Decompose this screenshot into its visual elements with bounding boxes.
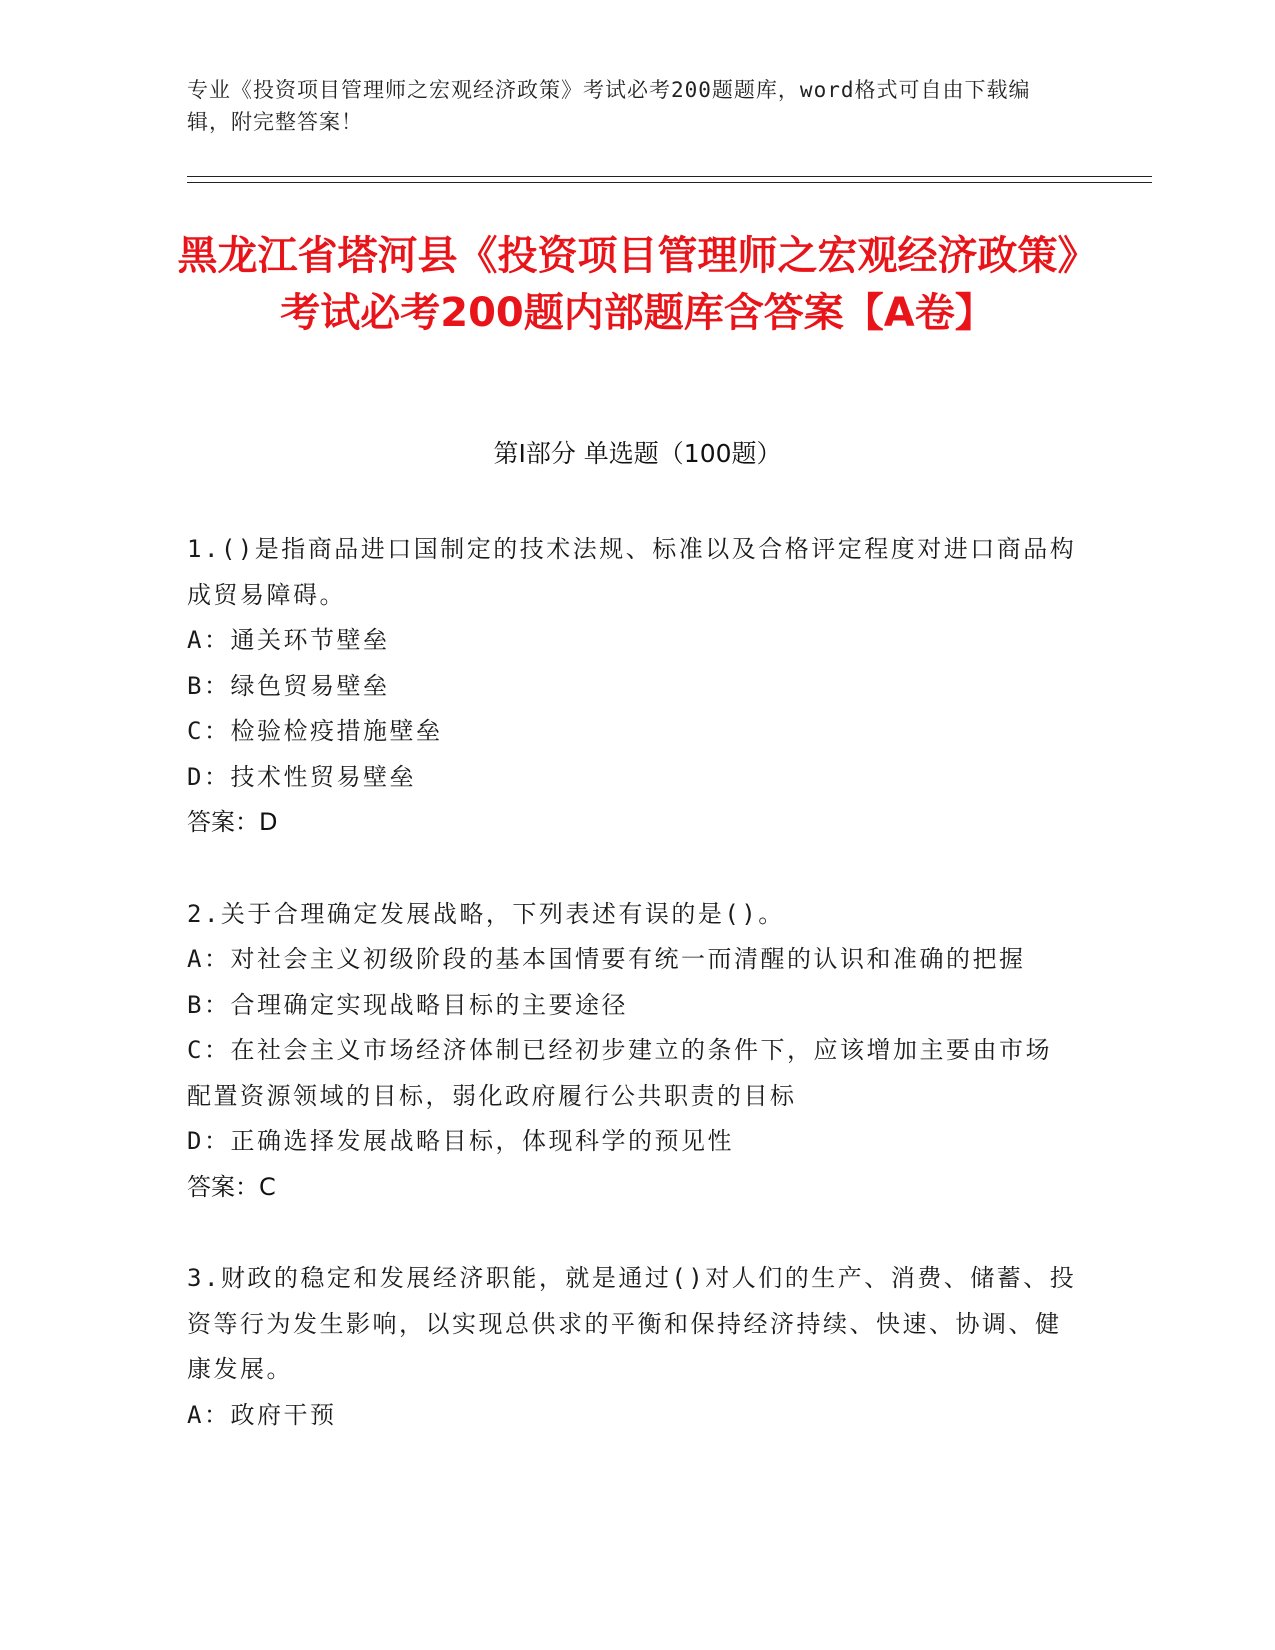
question-list — [187, 527, 1077, 1484]
option-a: A：通关环节壁垒 — [187, 626, 390, 654]
question-2 — [187, 892, 1077, 1211]
header-rule-top — [187, 176, 1152, 177]
answer: 答案：D — [187, 808, 278, 836]
question-3 — [187, 1256, 1077, 1438]
option-d: D：技术性贸易壁垒 — [187, 762, 416, 791]
option-a: A：政府干预 — [187, 1400, 337, 1429]
answer: 答案：C — [187, 1172, 276, 1201]
question-stem: 3.财政的稳定和发展经济职能，就是通过()对人们的生产、消费、储蓄、投资等行为发生影响，以实现总供求的平衡和保持经济持续、快速、协调、健康发展。 — [187, 1264, 1077, 1383]
option-c: C：在社会主义市场经济体制已经初步建立的条件下，应该增加主要由市场配置资源领域的目标，弱化政府履行公共职责的目标 — [187, 1036, 1052, 1110]
option-b: B：合理确定实现战略目标的主要途径 — [187, 990, 628, 1019]
question-1 — [187, 527, 1077, 846]
option-d: D：正确选择发展战略目标，体现科学的预见性 — [187, 1127, 734, 1155]
question-stem: 1.()是指商品进口国制定的技术法规、标准以及合格评定程度对进口商品构成贸易障碍。 — [187, 535, 1077, 609]
option-b: B：绿色贸易壁垒 — [187, 671, 390, 700]
option-a: A：对社会主义初级阶段的基本国情要有统一而清醒的认识和准确的把握 — [187, 945, 1026, 973]
question-stem: 2.关于合理确定发展战略，下列表述有误的是()。 — [187, 899, 785, 928]
option-c: C：检验检疫措施壁垒 — [187, 717, 443, 745]
header-rule-bottom — [187, 182, 1152, 183]
document-title: 黑龙江省塔河县《投资项目管理师之宏观经济政策》考试必考200题内部题库含答案【A卷】 — [177, 233, 1098, 336]
section-title: 第I部分 单选题（100题） — [493, 439, 782, 468]
header-note: 专业《投资项目管理师之宏观经济政策》考试必考200题题库，word格式可自由下载编辑，附完整答案！ — [187, 78, 1031, 134]
